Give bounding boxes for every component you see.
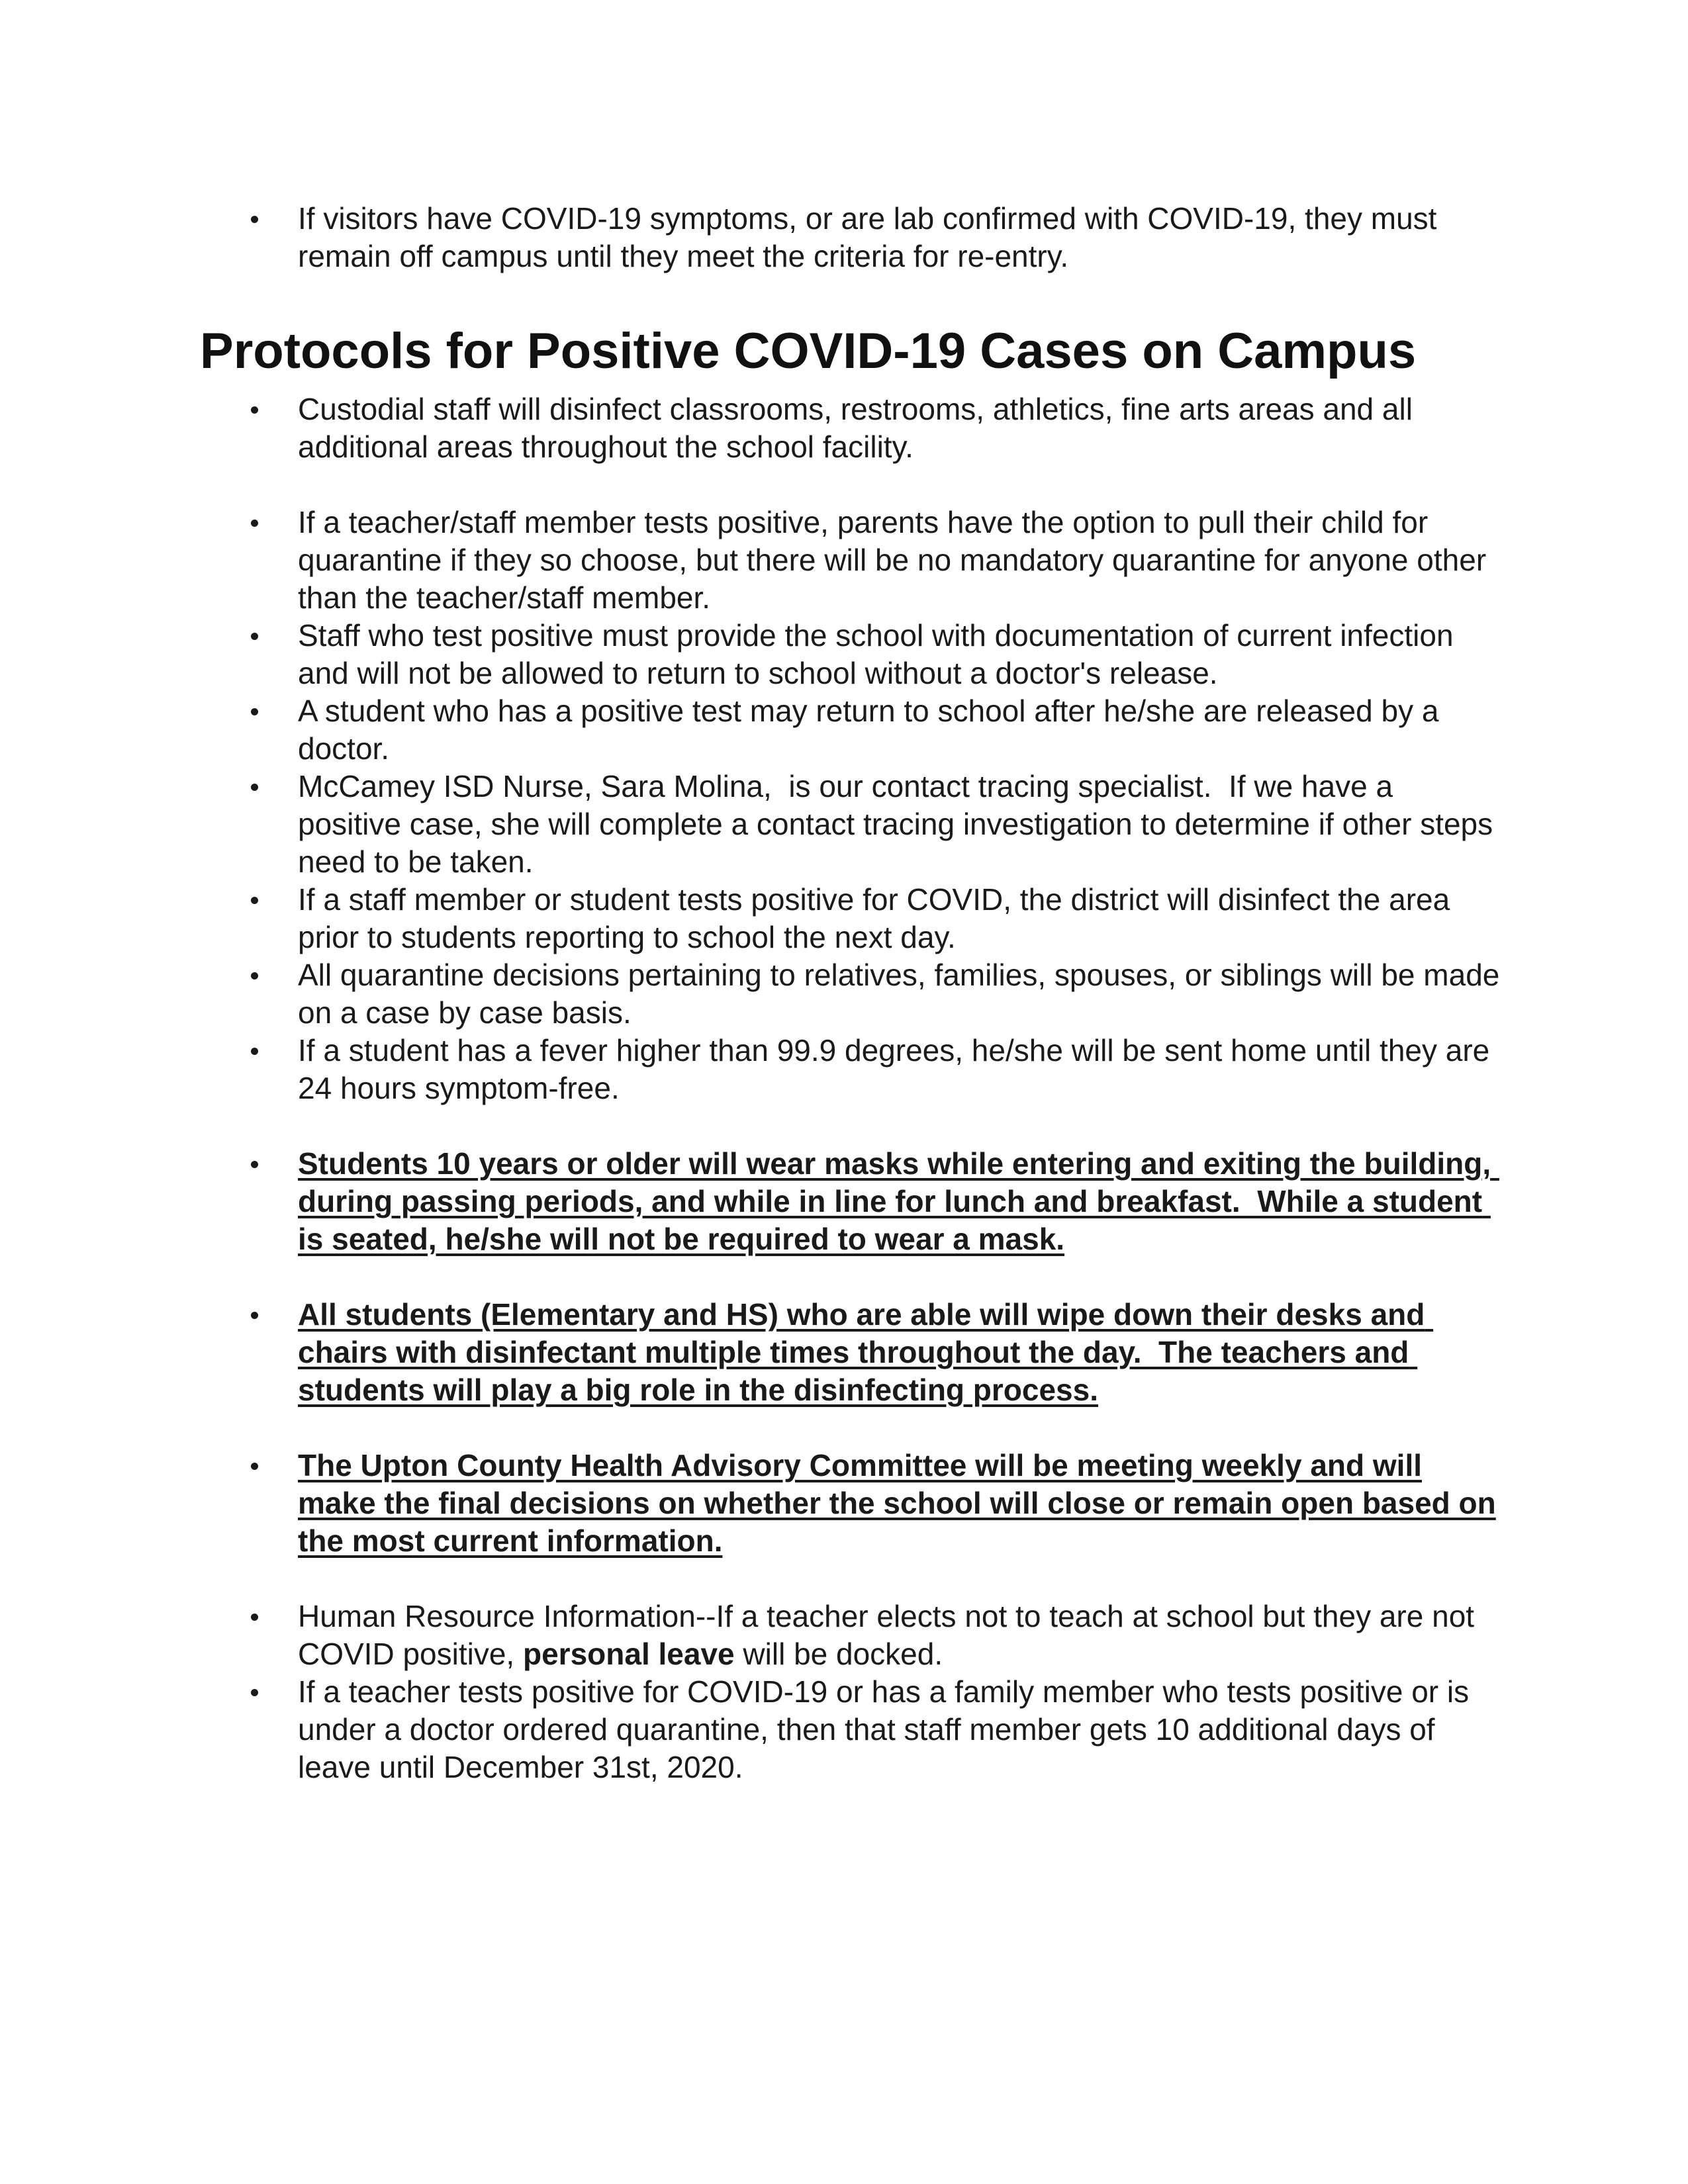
hr-info-lead: Human Resource Information--If a teacher elects not to teach at school but they are not COVID positive,	[298, 1599, 1475, 1671]
list-item	[245, 1145, 1503, 1258]
list-item	[245, 1673, 1503, 1786]
fever-text: If a student has a fever higher than 99.9 degrees, he/she will be sent home until they are 24 hours symptom-free.	[298, 1033, 1490, 1105]
bullet-icon	[251, 1312, 258, 1319]
bullet-icon	[251, 1689, 258, 1696]
bullet-icon	[251, 972, 258, 979]
bullet-icon	[251, 708, 258, 715]
custodial-text: Custodial staff will disinfect classrooms, restrooms, athletics, fine arts areas and all additional areas throughout the school facility.	[298, 392, 1413, 464]
list-item	[245, 881, 1503, 956]
bullet-icon	[251, 784, 258, 791]
list-item	[245, 390, 1503, 466]
bullet-icon	[251, 1161, 258, 1168]
student-return-text: A student who has a positive test may return to school after he/she are released by a doctor.	[298, 694, 1439, 766]
bullet-icon	[251, 897, 258, 904]
committee-text: The Upton County Health Advisory Committee will be meeting weekly and will make the final decisions on whether the school will close or remain open based on the most current information.	[298, 1448, 1496, 1558]
hr-info-text	[298, 1599, 1474, 1671]
bullet-icon	[251, 1048, 258, 1055]
list-item	[245, 1447, 1503, 1560]
teacher-leave-text: If a teacher tests positive for COVID-19 or has a family member who tests positive or is under a doctor ordered quarantine, then that staff member gets 10 additional days of leave until December 31st, 2020.	[298, 1674, 1470, 1784]
section-heading: Protocols for Positive COVID-19 Cases on Campus	[200, 323, 1417, 379]
list-item	[245, 956, 1503, 1032]
masks-text: Students 10 years or older will wear masks while entering and exiting the building, during passing periods, and while in line for lunch and breakfast. While a student is seated, he/she will not be required to wear a mask.	[298, 1146, 1499, 1256]
bullet-icon	[251, 1614, 258, 1621]
wipe-desks-text: All students (Elementary and HS) who are able will wipe down their desks and chairs with disinfectant multiple times throughout the day. The teachers and students will play a big role in the disinfecting process.	[298, 1297, 1434, 1407]
bullet-icon	[251, 520, 258, 527]
bullet-icon	[251, 216, 258, 223]
list-item	[245, 692, 1503, 768]
intro-bullet-list	[245, 200, 1503, 275]
teacher-positive-text: If a teacher/staff member tests positive, parents have the option to pull their child for quarantine if they so choose, but there will be no mandatory quarantine for anyone other than the teacher/staff member.	[298, 505, 1487, 615]
staff-documentation-text: Staff who test positive must provide the school with documentation of current infection and will not be allowed to return to school without a doctor's release.	[298, 618, 1454, 690]
list-item	[245, 504, 1503, 617]
hr-info-tail: will be docked.	[734, 1637, 943, 1671]
quarantine-decisions-text: All quarantine decisions pertaining to relatives, families, spouses, or siblings will be made on a case by case basis.	[298, 958, 1500, 1030]
disinfect-area-text: If a staff member or student tests positive for COVID, the district will disinfect the area prior to students reporting to school the next day.	[298, 882, 1450, 954]
protocols-bullet-list	[245, 390, 1503, 1786]
list-item	[245, 1296, 1503, 1409]
list-item	[245, 200, 1503, 275]
list-item	[245, 1032, 1503, 1107]
bullet-icon	[251, 1463, 258, 1470]
bullet-icon	[251, 406, 258, 414]
list-item	[245, 617, 1503, 692]
visitor-symptoms-text: If visitors have COVID-19 symptoms, or are lab confirmed with COVID-19, they must remain off campus until they meet the criteria for re-entry.	[298, 201, 1437, 273]
personal-leave-emphasis: personal leave	[523, 1637, 735, 1671]
list-item	[245, 1598, 1503, 1673]
contact-tracing-text: McCamey ISD Nurse, Sara Molina, is our contact tracing specialist. If we have a positive case, she will complete a contact tracing investigation to determine if other steps need to be taken.	[298, 769, 1501, 879]
bullet-icon	[251, 633, 258, 640]
list-item	[245, 768, 1503, 881]
